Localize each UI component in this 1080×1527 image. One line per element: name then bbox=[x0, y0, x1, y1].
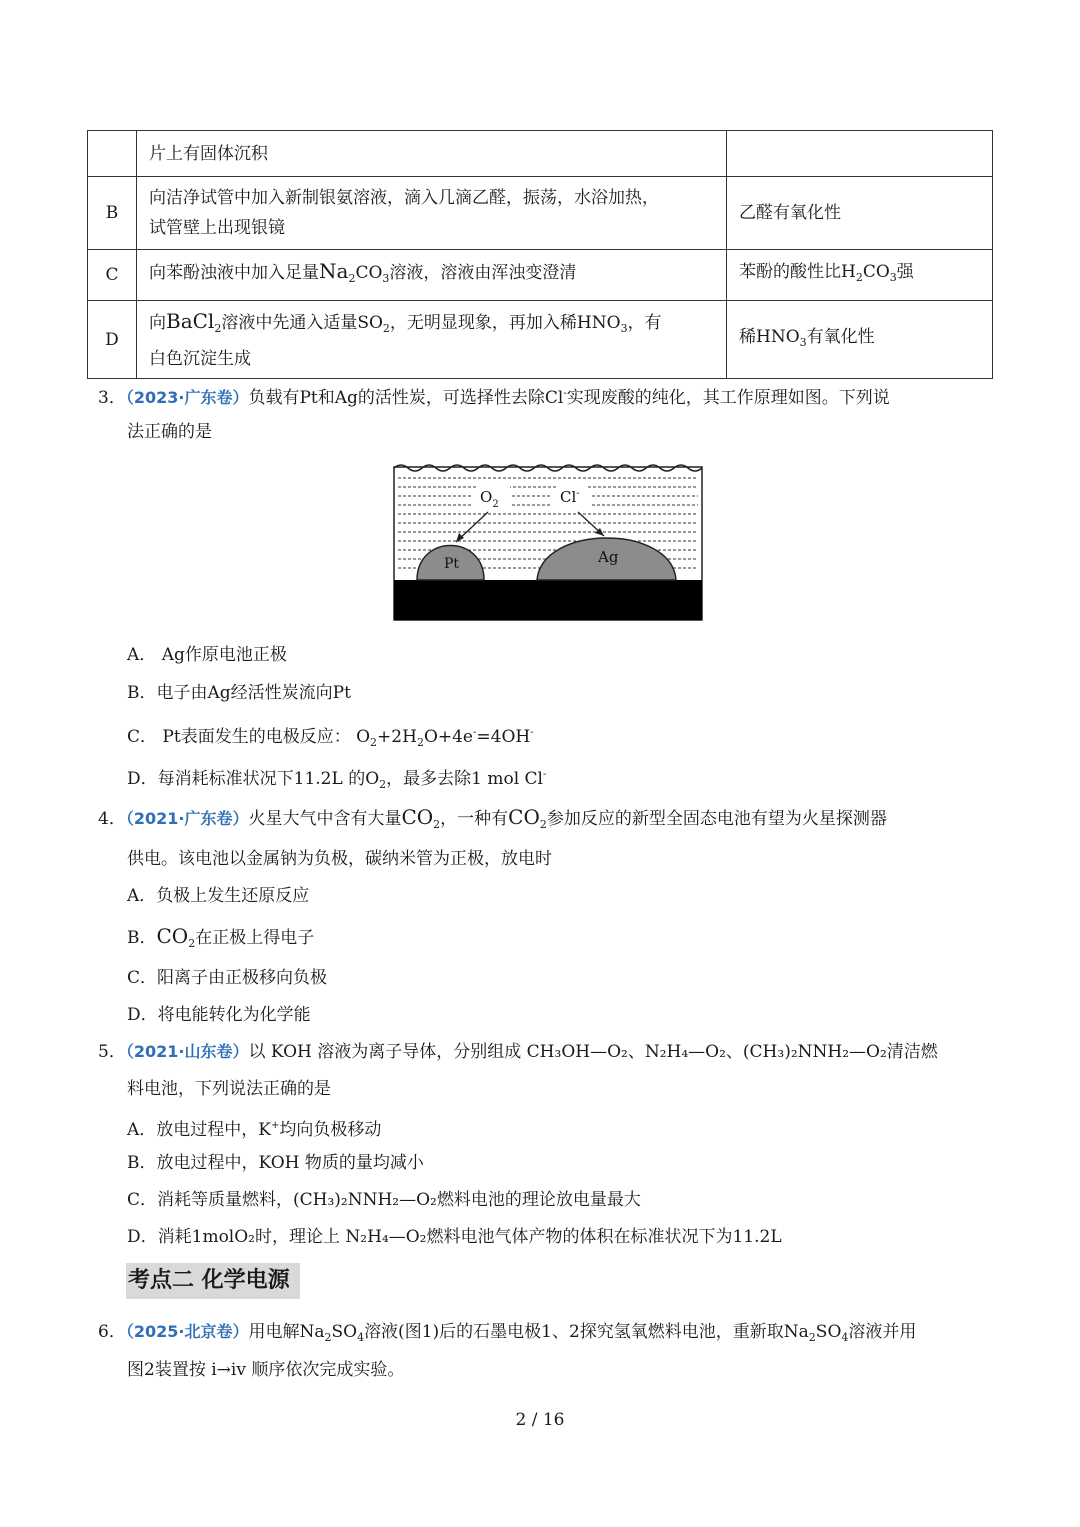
experiment-cell: 向苯酚浊液中加入足量$Na_2CO_3$溶液，溶液由浑浊变澄清 bbox=[137, 250, 727, 301]
q5-stem-line2: 料电池，下列说法正确的是 bbox=[127, 1079, 331, 1099]
q4-option-b: B．$CO_2$在正极上得电子 bbox=[127, 924, 315, 950]
q6-stem-line2: 图2装置按 i→iv 顺序依次完成实验。 bbox=[127, 1360, 405, 1380]
q4-option-a: A．负极上发生还原反应 bbox=[127, 886, 310, 906]
row-label bbox=[88, 131, 137, 177]
conclusion-cell: 苯酚的酸性比$H_2CO_3$强 bbox=[727, 250, 993, 301]
q6-source: （2025·北京卷） bbox=[125, 1322, 249, 1341]
q5-option-b: B．放电过程中，KOH 物质的量均减小 bbox=[127, 1153, 424, 1173]
q4-stem-line1: 4．（2021·广东卷）火星大气中含有大量$CO_2$，一种有$CO_2$参加反应的新型全固态电池有望为火星探测器 bbox=[98, 805, 887, 831]
pt-label: Pt bbox=[444, 556, 460, 572]
q3-option-d: D．每消耗标准状况下11.2L 的$O_2$，最多去除1 mol Cl- bbox=[127, 769, 547, 791]
q5-stem-line1: 5．（2021·山东卷）以 KOH 溶液为离子导体，分别组成 CH₃OH—O₂、N₂H₄—O₂、(CH₃)₂NNH₂—O₂清洁燃 bbox=[98, 1042, 938, 1062]
table-row bbox=[88, 177, 993, 250]
conclusion-cell bbox=[727, 131, 993, 177]
conclusion-cell: 稀$HNO_3$有氧化性 bbox=[727, 301, 993, 379]
q3-stem-line1: 3．（2023·广东卷）负载有Pt和Ag的活性炭，可选择性去除Cl-实现废酸的纯化，其工作原理如图。下列说 bbox=[98, 388, 890, 408]
q5-source: （2021·山东卷） bbox=[125, 1042, 249, 1061]
conclusion-cell: 乙醛有氧化性 bbox=[727, 177, 993, 250]
row-label: D bbox=[88, 301, 137, 379]
q4-option-c: C．阳离子由正极移向负极 bbox=[127, 968, 328, 988]
q3-source: （2023·广东卷） bbox=[125, 388, 249, 407]
cl-label: Cl- bbox=[560, 488, 580, 506]
q4-source: （2021·广东卷） bbox=[125, 809, 249, 828]
q3-option-a: A． Ag作原电池正极 bbox=[127, 645, 287, 665]
page-number: 2 / 16 bbox=[515, 1410, 565, 1430]
table-row bbox=[88, 250, 993, 301]
experiment-line: 试管壁上出现银镜 bbox=[149, 218, 285, 238]
experiment-cell: 片上有固体沉积 bbox=[137, 131, 727, 177]
o2-label: $O_2$ bbox=[480, 488, 499, 510]
q5-option-a: A．放电过程中，K+均向负极移动 bbox=[127, 1120, 382, 1140]
q4-option-d: D．将电能转化为化学能 bbox=[127, 1005, 311, 1025]
q3-option-b: B．电子由Ag经活性炭流向Pt bbox=[127, 683, 351, 703]
q5-option-c: C．消耗等质量燃料，(CH₃)₂NNH₂—O₂燃料电池的理论放电量最大 bbox=[127, 1190, 641, 1210]
activated-carbon bbox=[394, 580, 702, 620]
q5-option-d: D．消耗1molO₂时，理论上 N₂H₄—O₂燃料电池气体产物的体积在标准状况下为11.2L bbox=[127, 1227, 782, 1247]
q4-stem-line2: 供电。该电池以金属钠为负极，碳纳米管为正极，放电时 bbox=[127, 849, 552, 869]
table-row bbox=[88, 131, 993, 177]
ag-label: Ag bbox=[598, 548, 619, 566]
experiment-cell: 向BaCl$_2$溶液中先通入适量$SO_2$，无明显现象，再加入稀$HNO_3$，有 白色沉淀生成 bbox=[137, 301, 727, 379]
electrode-diagram bbox=[392, 462, 706, 624]
table-row bbox=[88, 301, 993, 379]
section-heading: 考点二 化学电源 bbox=[126, 1263, 300, 1299]
experiment-line: 向洁净试管中加入新制银氨溶液，滴入几滴乙醛，振荡，水浴加热， bbox=[149, 188, 659, 208]
row-label: B bbox=[88, 177, 137, 250]
q3-stem-line2: 法正确的是 bbox=[127, 422, 212, 442]
options-table bbox=[87, 130, 993, 379]
q3-option-c: C． Pt表面发生的电极反应： $O_2+2H_2O+4e^-=4OH^-$ bbox=[127, 727, 534, 749]
q6-stem-line1: 6．（2025·北京卷）用电解$Na_2SO_4$溶液(图1)后的石墨电极1、2探究氢氧燃料电池，重新取$Na_2SO_4$溶液并用 bbox=[98, 1322, 917, 1344]
experiment-cell bbox=[137, 177, 727, 250]
row-label: C bbox=[88, 250, 137, 301]
